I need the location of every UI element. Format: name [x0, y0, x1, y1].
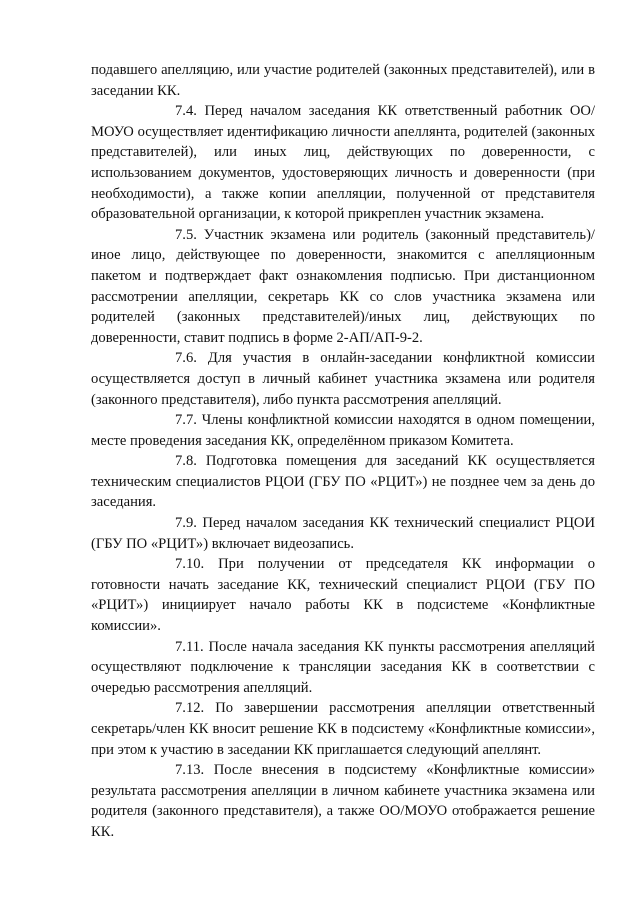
- paragraph-number: 7.4.: [175, 103, 197, 120]
- paragraph-number: 7.11.: [175, 638, 204, 655]
- paragraph-7-10: [91, 554, 595, 636]
- paragraph-number: 7.10.: [175, 556, 205, 573]
- paragraph-text: После начала заседания КК пункты рассмотрения апелляций осуществляют подключение к трансляции заседания КК в соответствии с очередью рассмотрения апелляций.: [91, 638, 595, 696]
- paragraph-7-12: [91, 698, 595, 760]
- paragraph-text: Члены конфликтной комиссии находятся в одном помещении, месте проведения заседания КК, определённом приказом Комитета.: [91, 412, 596, 449]
- paragraph-text: Перед началом заседания КК технический специалист РЦОИ (ГБУ ПО «РЦИТ») включает видеозапись.: [91, 515, 595, 552]
- paragraph-7-4: [91, 101, 595, 225]
- paragraph-number: 7.8.: [175, 453, 197, 470]
- paragraph-number: 7.6.: [175, 350, 197, 367]
- paragraph-7-5: [91, 225, 595, 349]
- paragraph-number: 7.7.: [175, 412, 197, 429]
- document-page: [91, 60, 595, 843]
- paragraph-7-7: [91, 410, 595, 451]
- paragraph-7-8: [91, 451, 595, 513]
- paragraph-text: После внесения в подсистему «Конфликтные комиссии» результата рассмотрения апелляции в личном кабинете участника экзамена или родителя (законного представителя), а также ОО/МОУО отображается решение КК.: [91, 762, 595, 840]
- continuation-paragraph: подавшего апелляцию, или участие родителей (законных представителей), или в заседании КК.: [91, 62, 595, 99]
- paragraph-text: Участник экзамена или родитель (законный представитель)/ иное лицо, действующее по доверенности, знакомится с апелляционным пакетом и подтверждает факт ознакомления подписью. При дистанционном рассмотрении апелляции, секретарь КК со слов участника экзамена или родителей (законных представителей)/иных лиц, действующих по доверенности, ставит подпись в форме 2-АП/АП-9-2.: [91, 226, 595, 346]
- paragraph-7-11: [91, 637, 595, 699]
- paragraph-text: Для участия в онлайн-заседании конфликтной комиссии осуществляется доступ в личный кабинет участника экзамена или родителя (законного представителя), либо пункта рассмотрения апелляций.: [91, 350, 595, 408]
- paragraph-text: По завершении рассмотрения апелляции ответственный секретарь/член КК вносит решение КК в подсистему «Конфликтные комиссии», при этом к участию в заседании КК приглашается следующий апеллянт.: [91, 700, 595, 758]
- paragraph-number: 7.12.: [175, 700, 205, 717]
- paragraph-7-13: [91, 760, 595, 842]
- paragraph-text: Перед началом заседания КК ответственный работник ОО/МОУО осуществляет идентификацию личности апеллянта, родителей (законных представителей), или иных лиц, действующих по доверенности, с использованием документов, удостоверяющих личность и доверенности (при необходимости), а также копии апелляции, полученной от представителя образовательной организации, к которой прикреплен участник экзамена.: [91, 103, 595, 223]
- paragraph-number: 7.5.: [175, 226, 197, 243]
- paragraph-7-6: [91, 348, 595, 410]
- paragraph-number: 7.13.: [175, 762, 205, 779]
- paragraph-text: При получении от председателя КК информации о готовности начать заседание КК, технический специалист РЦОИ (ГБУ ПО «РЦИТ») инициирует начало работы КК в подсистеме «Конфликтные комиссии».: [91, 556, 595, 635]
- paragraph-number: 7.9.: [175, 515, 197, 532]
- paragraph-7-9: [91, 513, 595, 554]
- paragraph-text: Подготовка помещения для заседаний КК осуществляется техническим специалистов РЦОИ (ГБУ ПО «РЦИТ») не позднее чем за день до заседания.: [91, 453, 595, 511]
